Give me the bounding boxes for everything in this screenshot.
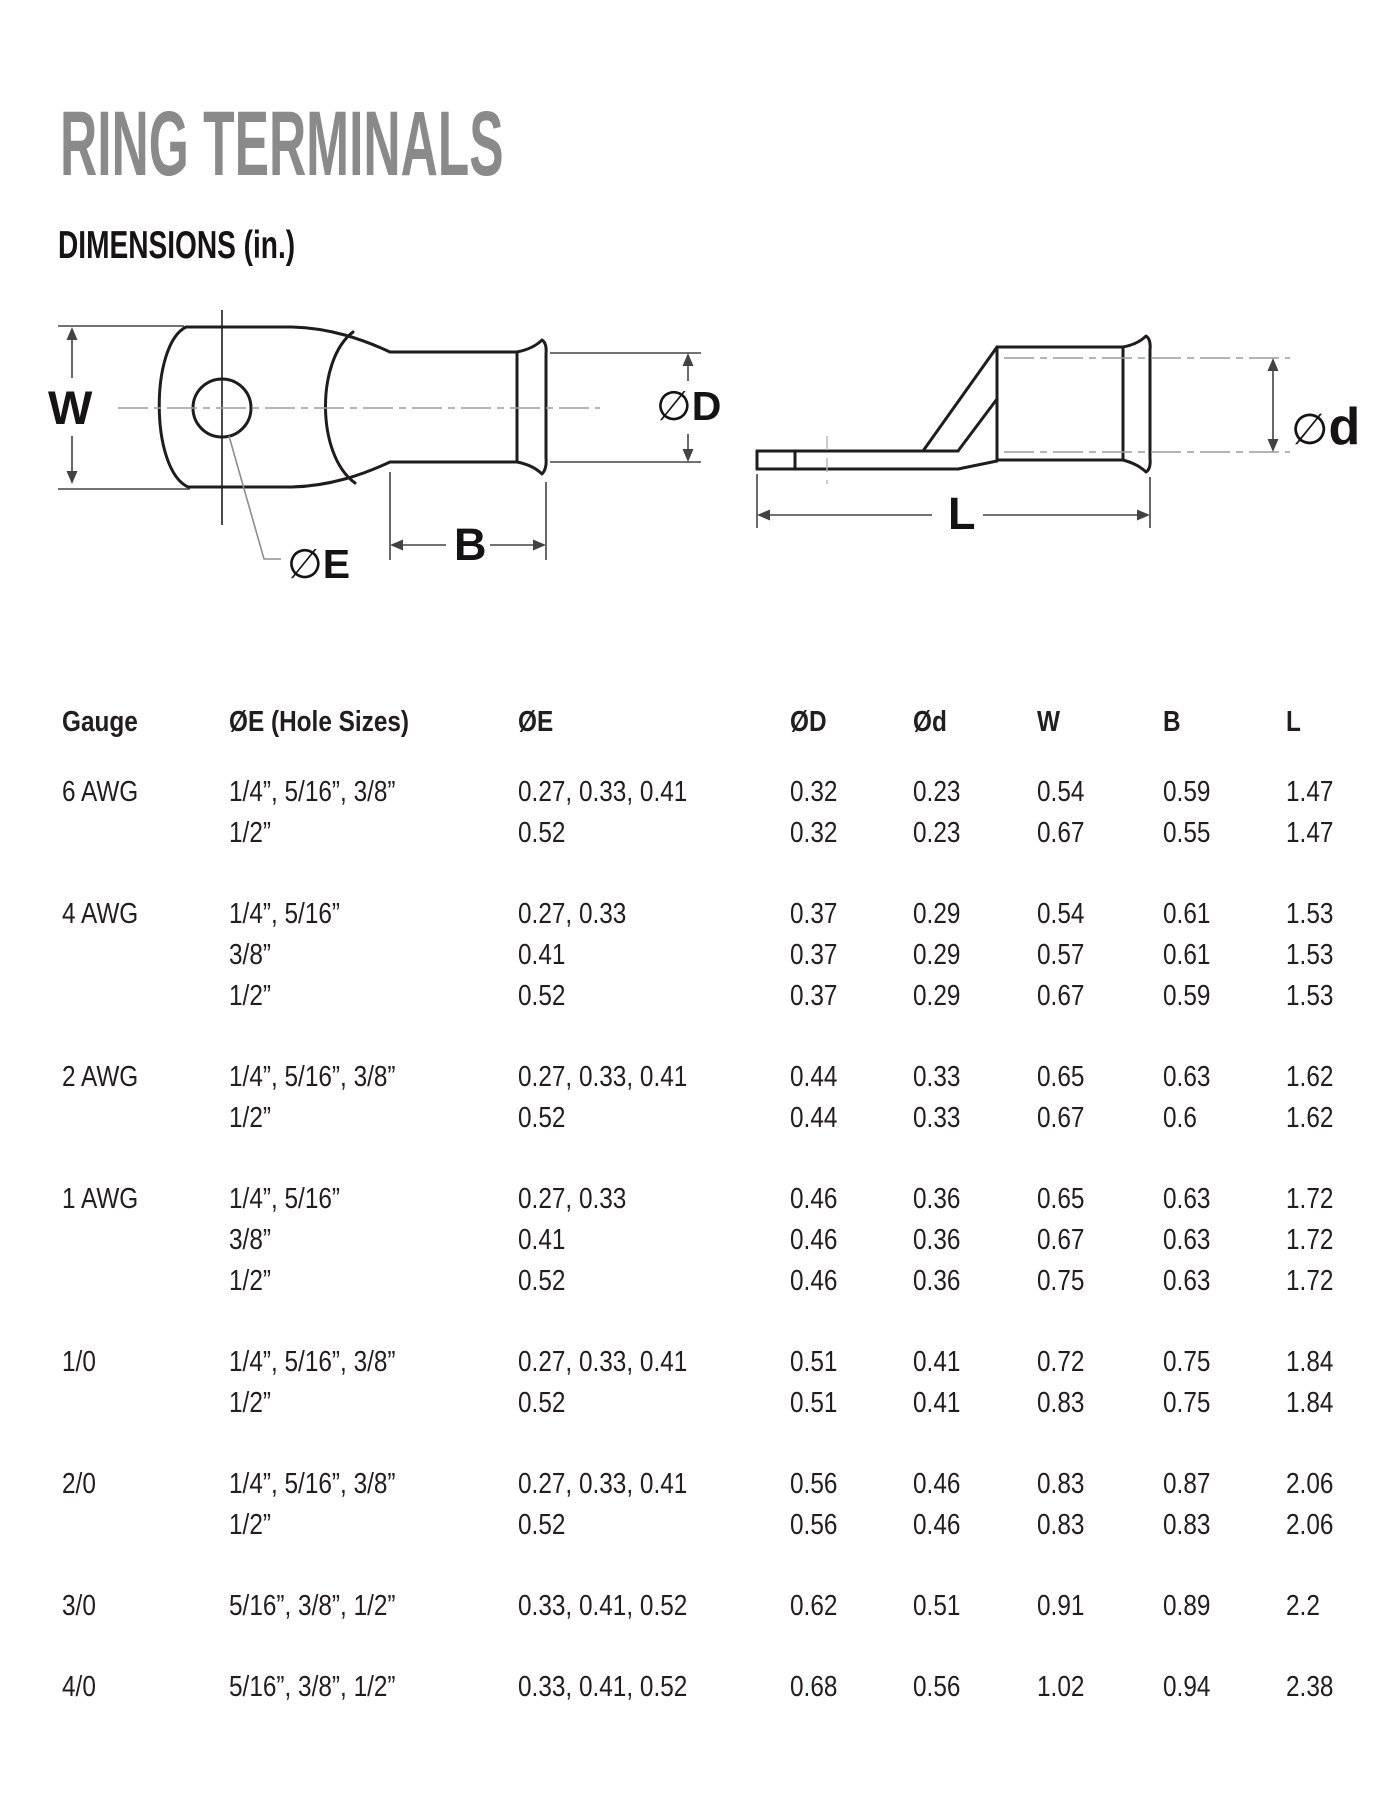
cell-od-small: 0.29	[913, 939, 961, 971]
cell-b: 0.61	[1163, 939, 1211, 971]
col-header-l: L	[1286, 706, 1301, 738]
cell-hole-sizes: 1/2”	[229, 1265, 271, 1297]
col-header-b: B	[1163, 706, 1181, 738]
table-row	[0, 1383, 1400, 1424]
dimension-table-header	[0, 702, 1400, 743]
cell-l: 1.47	[1286, 776, 1334, 808]
cell-gauge: 2 AWG	[62, 1061, 139, 1093]
cell-b: 0.63	[1163, 1061, 1211, 1093]
cell-od: 0.44	[790, 1061, 838, 1093]
cell-oe: 0.52	[518, 817, 566, 849]
cell-od: 0.46	[790, 1265, 838, 1297]
cell-oe: 0.33, 0.41, 0.52	[518, 1590, 688, 1622]
cell-hole-sizes: 3/8”	[229, 1224, 271, 1256]
cell-w: 0.83	[1037, 1387, 1085, 1419]
cell-od: 0.51	[790, 1387, 838, 1419]
gauge-block	[0, 1057, 1400, 1139]
cell-od: 0.46	[790, 1224, 838, 1256]
col-header-gauge: Gauge	[62, 706, 138, 738]
cell-l: 1.72	[1286, 1183, 1334, 1215]
cell-gauge: 1/0	[62, 1346, 96, 1378]
cell-w: 1.02	[1037, 1671, 1085, 1703]
cell-b: 0.89	[1163, 1590, 1211, 1622]
cell-hole-sizes: 1/2”	[229, 1387, 271, 1419]
cell-hole-sizes: 3/8”	[229, 939, 271, 971]
cell-w: 0.65	[1037, 1183, 1085, 1215]
cell-b: 0.94	[1163, 1671, 1211, 1703]
cell-oe: 0.27, 0.33, 0.41	[518, 1346, 688, 1378]
gauge-block	[0, 1667, 1400, 1708]
gauge-block	[0, 894, 1400, 1017]
table-row	[0, 1179, 1400, 1220]
cell-od-small: 0.33	[913, 1061, 961, 1093]
table-row	[0, 1342, 1400, 1383]
cell-w: 0.67	[1037, 817, 1085, 849]
cell-l: 1.84	[1286, 1346, 1334, 1378]
cell-hole-sizes: 1/2”	[229, 980, 271, 1012]
cell-od-small: 0.23	[913, 817, 961, 849]
cell-w: 0.75	[1037, 1265, 1085, 1297]
table-row	[0, 1261, 1400, 1302]
cell-od-small: 0.51	[913, 1590, 961, 1622]
cell-l: 2.06	[1286, 1509, 1334, 1541]
cell-l: 1.62	[1286, 1102, 1334, 1134]
table-row	[0, 772, 1400, 813]
cell-l: 1.72	[1286, 1265, 1334, 1297]
gauge-block	[0, 1464, 1400, 1546]
cell-oe: 0.27, 0.33, 0.41	[518, 1468, 688, 1500]
table-row	[0, 976, 1400, 1017]
cell-l: 1.53	[1286, 898, 1334, 930]
cell-od: 0.51	[790, 1346, 838, 1378]
cell-od: 0.37	[790, 898, 838, 930]
cell-b: 0.63	[1163, 1224, 1211, 1256]
cell-b: 0.59	[1163, 980, 1211, 1012]
cell-w: 0.72	[1037, 1346, 1085, 1378]
cell-od: 0.37	[790, 939, 838, 971]
cell-hole-sizes: 1/4”, 5/16”, 3/8”	[229, 1346, 396, 1378]
cell-hole-sizes: 5/16”, 3/8”, 1/2”	[229, 1590, 396, 1622]
table-row	[0, 1057, 1400, 1098]
cell-od: 0.46	[790, 1183, 838, 1215]
cell-b: 0.6	[1163, 1102, 1197, 1134]
cell-w: 0.54	[1037, 776, 1085, 808]
cell-oe: 0.52	[518, 1265, 566, 1297]
cell-l: 1.53	[1286, 939, 1334, 971]
cell-od-small: 0.41	[913, 1387, 961, 1419]
col-header-od-small: Ød	[913, 706, 947, 738]
cell-w: 0.57	[1037, 939, 1085, 971]
cell-l: 2.2	[1286, 1590, 1320, 1622]
label-OD: ∅D	[656, 383, 722, 429]
cell-od-small: 0.36	[913, 1224, 961, 1256]
col-header-hole-sizes: ØE (Hole Sizes)	[229, 706, 410, 738]
terminal-dimension-drawing	[0, 0, 1400, 640]
gauge-block	[0, 1342, 1400, 1424]
cell-gauge: 6 AWG	[62, 776, 139, 808]
cell-b: 0.59	[1163, 776, 1211, 808]
cell-l: 1.72	[1286, 1224, 1334, 1256]
cell-w: 0.67	[1037, 1224, 1085, 1256]
cell-oe: 0.27, 0.33	[518, 1183, 627, 1215]
cell-hole-sizes: 1/4”, 5/16”	[229, 898, 341, 930]
cell-gauge: 4/0	[62, 1671, 96, 1703]
label-B: B	[454, 519, 487, 570]
table-row	[0, 935, 1400, 976]
cell-l: 1.53	[1286, 980, 1334, 1012]
cell-l: 1.84	[1286, 1387, 1334, 1419]
cell-w: 0.54	[1037, 898, 1085, 930]
table-row	[0, 1220, 1400, 1261]
cell-b: 0.55	[1163, 817, 1211, 849]
cell-w: 0.91	[1037, 1590, 1085, 1622]
cell-oe: 0.27, 0.33, 0.41	[518, 776, 688, 808]
cell-gauge: 1 AWG	[62, 1183, 139, 1215]
col-header-od: ØD	[790, 706, 827, 738]
table-row	[0, 1667, 1400, 1708]
label-L: L	[948, 488, 976, 539]
hole-leader-line	[229, 436, 281, 559]
cell-oe: 0.27, 0.33	[518, 898, 627, 930]
cell-od-small: 0.46	[913, 1509, 961, 1541]
cell-b: 0.75	[1163, 1387, 1211, 1419]
cell-hole-sizes: 1/4”, 5/16”, 3/8”	[229, 1468, 396, 1500]
table-row	[0, 1505, 1400, 1546]
cell-od-small: 0.41	[913, 1346, 961, 1378]
cell-oe: 0.27, 0.33, 0.41	[518, 1061, 688, 1093]
cell-oe: 0.52	[518, 1509, 566, 1541]
cell-l: 1.47	[1286, 817, 1334, 849]
table-row	[0, 894, 1400, 935]
cell-od-small: 0.29	[913, 980, 961, 1012]
dimension-table	[0, 702, 1400, 1748]
cell-od: 0.68	[790, 1671, 838, 1703]
cell-oe: 0.41	[518, 1224, 566, 1256]
cell-b: 0.61	[1163, 898, 1211, 930]
table-row	[0, 1586, 1400, 1627]
cell-w: 0.65	[1037, 1061, 1085, 1093]
cell-od-small: 0.46	[913, 1468, 961, 1500]
cell-od: 0.32	[790, 776, 838, 808]
cell-od-small: 0.56	[913, 1671, 961, 1703]
cell-b: 0.63	[1163, 1265, 1211, 1297]
cell-hole-sizes: 1/2”	[229, 817, 271, 849]
cell-gauge: 4 AWG	[62, 898, 139, 930]
cell-od-small: 0.36	[913, 1183, 961, 1215]
table-row	[0, 1464, 1400, 1505]
cell-oe: 0.52	[518, 1387, 566, 1419]
cell-od: 0.37	[790, 980, 838, 1012]
cell-l: 2.06	[1286, 1468, 1334, 1500]
cell-oe: 0.33, 0.41, 0.52	[518, 1671, 688, 1703]
cell-hole-sizes: 1/4”, 5/16”	[229, 1183, 341, 1215]
col-header-oe: ØE	[518, 706, 554, 738]
cell-hole-sizes: 1/2”	[229, 1509, 271, 1541]
label-W: W	[48, 381, 93, 434]
page-title: RING TERMINALS	[60, 93, 504, 195]
cell-od: 0.56	[790, 1468, 838, 1500]
cell-w: 0.83	[1037, 1509, 1085, 1541]
cell-w: 0.67	[1037, 1102, 1085, 1134]
cell-hole-sizes: 5/16”, 3/8”, 1/2”	[229, 1671, 396, 1703]
label-OE: ∅E	[287, 541, 351, 587]
gauge-block	[0, 1179, 1400, 1302]
dimension-table-body	[0, 772, 1400, 1708]
cell-l: 1.62	[1286, 1061, 1334, 1093]
cell-od-small: 0.36	[913, 1265, 961, 1297]
cell-od: 0.56	[790, 1509, 838, 1541]
gauge-block	[0, 772, 1400, 854]
cell-w: 0.83	[1037, 1468, 1085, 1500]
cell-b: 0.63	[1163, 1183, 1211, 1215]
cell-hole-sizes: 1/4”, 5/16”, 3/8”	[229, 1061, 396, 1093]
cell-gauge: 2/0	[62, 1468, 96, 1500]
cell-oe: 0.41	[518, 939, 566, 971]
cell-od: 0.62	[790, 1590, 838, 1622]
gauge-block	[0, 1586, 1400, 1627]
cell-hole-sizes: 1/4”, 5/16”, 3/8”	[229, 776, 396, 808]
cell-od-small: 0.33	[913, 1102, 961, 1134]
cell-oe: 0.52	[518, 980, 566, 1012]
cell-b: 0.87	[1163, 1468, 1211, 1500]
label-Od: ∅d	[1291, 398, 1361, 456]
cell-b: 0.83	[1163, 1509, 1211, 1541]
col-header-w: W	[1037, 706, 1060, 738]
table-row	[0, 813, 1400, 854]
table-row	[0, 1098, 1400, 1139]
cell-l: 2.38	[1286, 1671, 1334, 1703]
dimensions-heading: DIMENSIONS (in.)	[58, 224, 296, 267]
cell-oe: 0.52	[518, 1102, 566, 1134]
cell-od: 0.32	[790, 817, 838, 849]
cell-od-small: 0.29	[913, 898, 961, 930]
cell-b: 0.75	[1163, 1346, 1211, 1378]
cell-w: 0.67	[1037, 980, 1085, 1012]
cell-gauge: 3/0	[62, 1590, 96, 1622]
cell-od-small: 0.23	[913, 776, 961, 808]
cell-hole-sizes: 1/2”	[229, 1102, 271, 1134]
front-view-outline	[159, 327, 546, 487]
cell-od: 0.44	[790, 1102, 838, 1134]
